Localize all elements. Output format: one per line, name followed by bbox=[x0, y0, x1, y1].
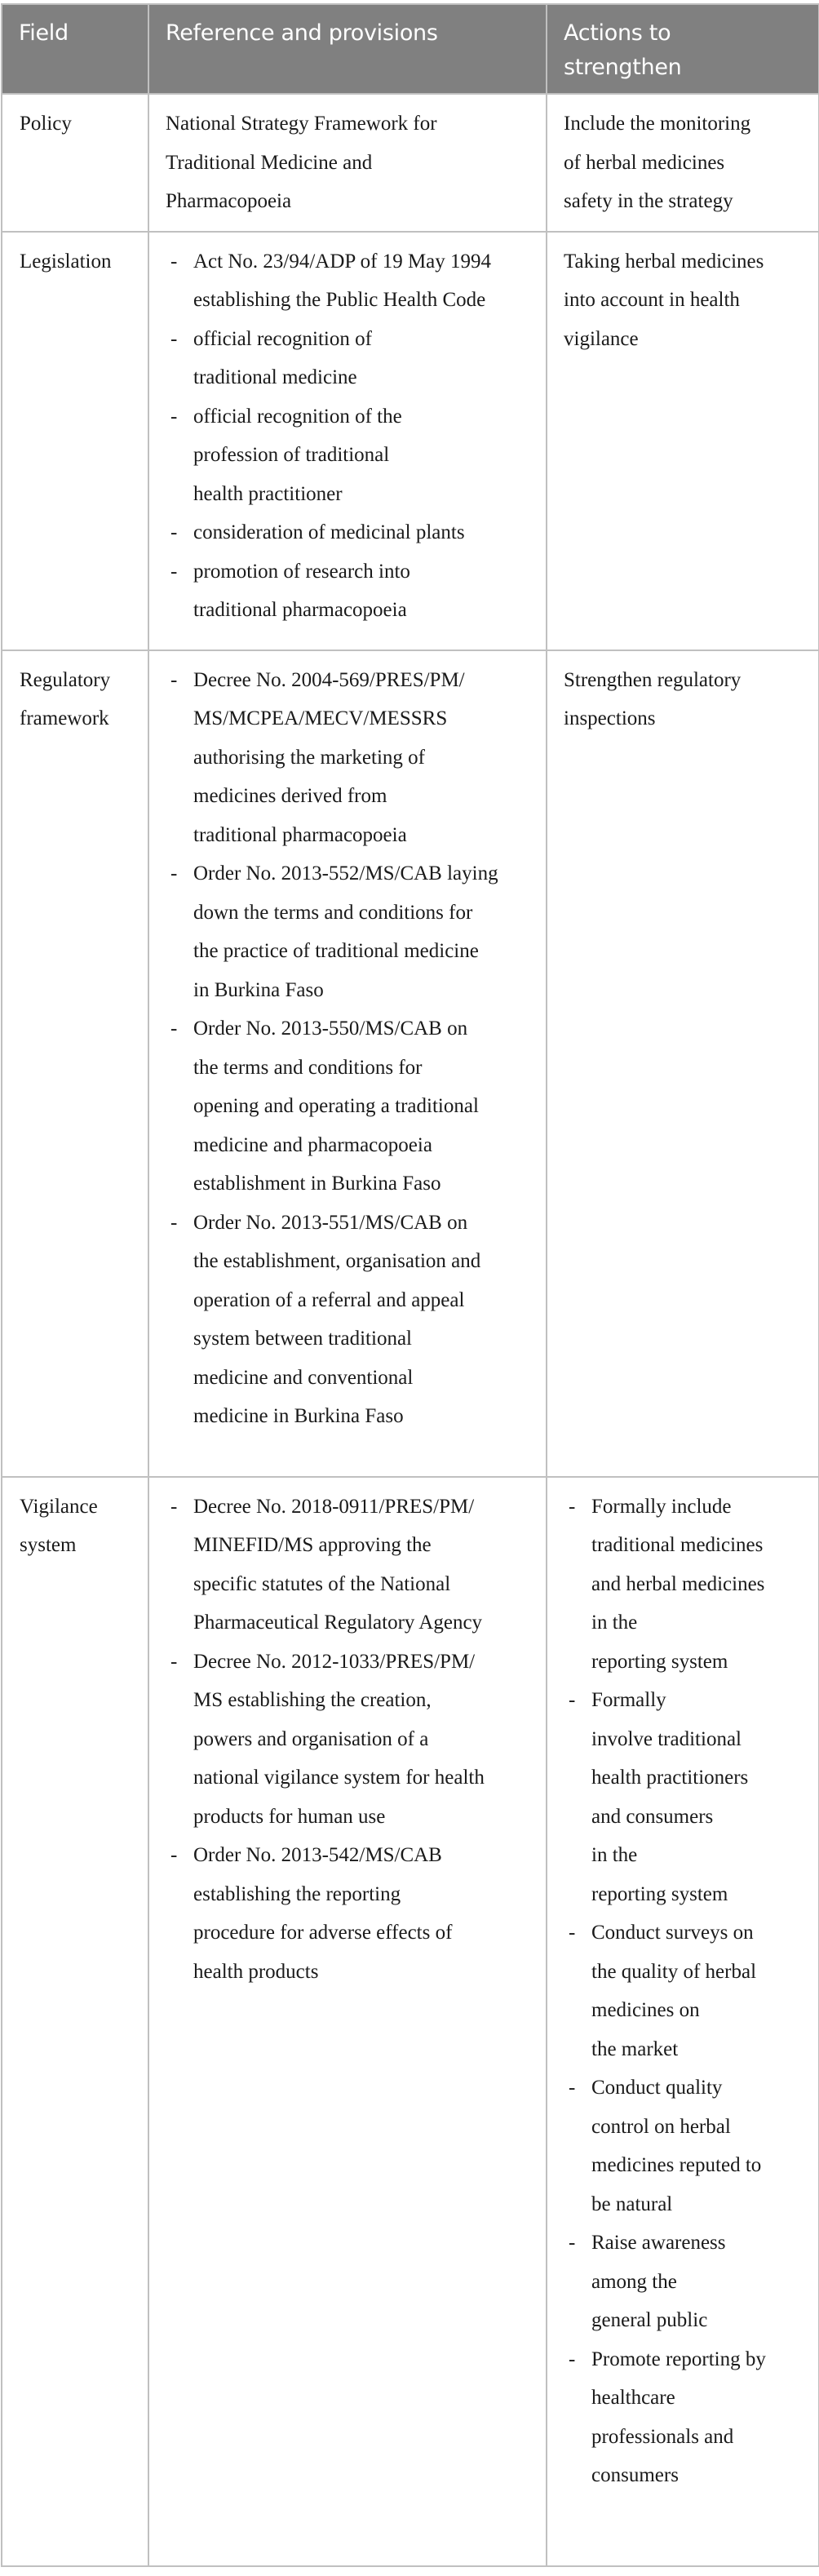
text-line: establishing the Public Health Code bbox=[193, 289, 486, 311]
dash-list bbox=[166, 242, 531, 630]
text-line: National Strategy Framework for bbox=[166, 113, 437, 135]
text-line: Pharmaceutical Regulatory Agency bbox=[193, 1612, 483, 1634]
field-cell bbox=[2, 94, 148, 232]
references-cell bbox=[148, 650, 547, 1477]
text-line: inspections bbox=[564, 707, 656, 729]
list-item bbox=[166, 1836, 531, 1991]
text-line: of herbal medicines bbox=[564, 151, 725, 174]
text-line: healthcare bbox=[591, 2387, 675, 2409]
text-line: official recognition of the bbox=[193, 405, 402, 428]
list-item bbox=[166, 1488, 531, 1643]
text-line: control on herbal bbox=[591, 2115, 731, 2138]
dash-bullet-icon: - bbox=[569, 1495, 576, 1518]
text-line: Reference and provisions bbox=[166, 20, 438, 46]
dash-bullet-icon: - bbox=[170, 1211, 178, 1234]
text-line: traditional medicine bbox=[193, 366, 357, 388]
list-item bbox=[166, 513, 531, 552]
table-row-vigilance-system bbox=[2, 1477, 819, 2566]
text-line: reporting system bbox=[591, 1882, 728, 1905]
references-cell bbox=[148, 1477, 547, 2566]
dash-bullet-icon: - bbox=[170, 405, 178, 428]
text-line: into account in health bbox=[564, 289, 740, 311]
text-line: specific statutes of the National bbox=[193, 1572, 451, 1595]
list-item bbox=[564, 1913, 804, 2068]
text-line: the terms and conditions for bbox=[193, 1056, 423, 1079]
text-line: profession of traditional bbox=[193, 444, 390, 466]
text-line: vigilance bbox=[564, 327, 639, 350]
text-line: establishing the reporting bbox=[193, 1882, 401, 1905]
text-line: Taking herbal medicines bbox=[564, 250, 764, 273]
text-line: Decree No. 2018-0911/PRES/PM/ bbox=[193, 1495, 475, 1518]
dash-bullet-icon: - bbox=[569, 2348, 576, 2370]
text-line: MINEFID/MS approving the bbox=[193, 1534, 432, 1556]
text-line: Regulatory bbox=[20, 668, 111, 691]
table-row-legislation bbox=[2, 232, 819, 650]
text-line: involve traditional bbox=[591, 1727, 742, 1750]
list-item bbox=[166, 397, 531, 514]
text-line: Decree No. 2012-1033/PRES/PM/ bbox=[193, 1650, 476, 1673]
text-line: powers and organisation of a bbox=[193, 1727, 429, 1750]
text-line: products for human use bbox=[193, 1805, 386, 1828]
text-line: the establishment, organisation and bbox=[193, 1250, 481, 1272]
table-header bbox=[2, 4, 819, 94]
text-line: system between traditional bbox=[193, 1328, 412, 1350]
dash-bullet-icon: - bbox=[569, 1689, 576, 1711]
list-item bbox=[564, 2224, 804, 2340]
field-cell bbox=[2, 232, 148, 650]
text-line: in the bbox=[591, 1844, 638, 1866]
text-line: Order No. 2013-552/MS/CAB laying bbox=[193, 862, 498, 885]
dash-bullet-icon: - bbox=[170, 1844, 178, 1866]
text-line: the market bbox=[591, 2037, 679, 2060]
text-line: traditional medicines bbox=[591, 1534, 764, 1556]
text-line: Traditional Medicine and bbox=[166, 151, 373, 174]
text-line: Raise awareness bbox=[591, 2232, 726, 2254]
text-line: consumers bbox=[591, 2464, 679, 2486]
text-line: operation of a referral and appeal bbox=[193, 1288, 465, 1311]
text-line: consideration of medicinal plants bbox=[193, 521, 465, 543]
text-line: Vigilance bbox=[20, 1495, 98, 1518]
text-line: procedure for adverse effects of bbox=[193, 1922, 453, 1944]
list-item bbox=[564, 2340, 804, 2495]
dash-bullet-icon: - bbox=[170, 1495, 178, 1518]
text-line: promotion of research into bbox=[193, 560, 410, 583]
table-row-regulatory-framework bbox=[2, 650, 819, 1477]
text-line: Order No. 2013-550/MS/CAB on bbox=[193, 1018, 468, 1040]
list-item bbox=[166, 1009, 531, 1204]
text-line: Decree No. 2004-569/PRES/PM/ bbox=[193, 668, 465, 691]
list-item bbox=[166, 242, 531, 320]
list-item bbox=[564, 1681, 804, 1913]
text-line: the quality of herbal bbox=[591, 1960, 757, 1983]
text-line: be natural bbox=[591, 2192, 673, 2215]
text-line: Promote reporting by bbox=[591, 2348, 766, 2370]
text-line: authorising the marketing of bbox=[193, 746, 425, 769]
text-line: health products bbox=[193, 1960, 319, 1983]
text-line: Strengthen regulatory bbox=[564, 668, 742, 691]
dash-list bbox=[166, 661, 531, 1436]
text-line: the practice of traditional medicine bbox=[193, 940, 479, 962]
text-line: Include the monitoring bbox=[564, 113, 751, 135]
provisions-table bbox=[1, 3, 819, 2567]
dash-bullet-icon: - bbox=[170, 560, 178, 583]
dash-list bbox=[166, 1488, 531, 1992]
dash-bullet-icon: - bbox=[170, 668, 178, 691]
text-line: MS/MCPEA/MECV/MESSRS bbox=[193, 707, 448, 729]
list-item bbox=[564, 2068, 804, 2224]
text-line: health practitioners bbox=[591, 1767, 749, 1789]
dash-bullet-icon: - bbox=[170, 862, 178, 885]
text-line: Act No. 23/94/ADP of 19 May 1994 bbox=[193, 250, 492, 273]
text-line: in Burkina Faso bbox=[193, 978, 324, 1001]
references-cell bbox=[148, 232, 547, 650]
dash-list bbox=[564, 1488, 804, 2495]
header-reference-and-provisions bbox=[148, 4, 547, 94]
text-line: strengthen bbox=[564, 55, 682, 80]
text-line: down the terms and conditions for bbox=[193, 901, 473, 924]
text-line: Formally include bbox=[591, 1495, 732, 1518]
text-line: medicines reputed to bbox=[591, 2154, 762, 2176]
actions-cell bbox=[547, 1477, 819, 2566]
list-item bbox=[166, 1643, 531, 1837]
text-line: Policy bbox=[20, 113, 72, 135]
text-line: in the bbox=[591, 1612, 638, 1634]
dash-bullet-icon: - bbox=[170, 250, 178, 273]
dash-bullet-icon: - bbox=[170, 521, 178, 543]
text-line: among the bbox=[591, 2270, 677, 2293]
text-line: medicine and pharmacopoeia bbox=[193, 1133, 432, 1156]
dash-bullet-icon: - bbox=[569, 1922, 576, 1944]
references-cell bbox=[148, 94, 547, 232]
text-line: general public bbox=[591, 2309, 708, 2331]
text-line: Field bbox=[19, 20, 69, 46]
text-line: traditional pharmacopoeia bbox=[193, 599, 407, 621]
table-body bbox=[2, 94, 819, 2566]
text-line: safety in the strategy bbox=[564, 190, 733, 212]
actions-cell bbox=[547, 94, 819, 232]
text-line: opening and operating a traditional bbox=[193, 1095, 479, 1117]
text-line: professionals and bbox=[591, 2425, 734, 2448]
list-item bbox=[564, 1488, 804, 1682]
text-line: and herbal medicines bbox=[591, 1572, 765, 1595]
list-item bbox=[166, 661, 531, 855]
header-field bbox=[2, 4, 148, 94]
list-item bbox=[166, 320, 531, 397]
text-line: medicine in Burkina Faso bbox=[193, 1405, 404, 1427]
text-line: traditional pharmacopoeia bbox=[193, 823, 407, 846]
header-actions-to-strengthen bbox=[547, 4, 819, 94]
dash-bullet-icon: - bbox=[569, 2077, 576, 2099]
table-row-policy bbox=[2, 94, 819, 232]
list-item bbox=[166, 1204, 531, 1436]
text-line: Order No. 2013-542/MS/CAB bbox=[193, 1844, 442, 1866]
field-cell bbox=[2, 650, 148, 1477]
header-row bbox=[2, 4, 819, 94]
text-line: Pharmacopoeia bbox=[166, 190, 292, 212]
text-line: medicines derived from bbox=[193, 785, 387, 807]
text-line: national vigilance system for health bbox=[193, 1767, 485, 1789]
text-line: establishment in Burkina Faso bbox=[193, 1173, 441, 1195]
dash-bullet-icon: - bbox=[170, 327, 178, 350]
text-line: Conduct quality bbox=[591, 2077, 723, 2099]
list-item bbox=[166, 854, 531, 1009]
text-line: Order No. 2013-551/MS/CAB on bbox=[193, 1211, 468, 1234]
dash-bullet-icon: - bbox=[569, 2232, 576, 2254]
text-line: official recognition of bbox=[193, 327, 372, 350]
text-line: Conduct surveys on bbox=[591, 1922, 754, 1944]
dash-bullet-icon: - bbox=[170, 1018, 178, 1040]
list-item bbox=[166, 552, 531, 630]
text-line: framework bbox=[20, 707, 109, 729]
text-line: and consumers bbox=[591, 1805, 714, 1828]
text-line: Formally bbox=[591, 1689, 666, 1711]
text-line: medicines on bbox=[591, 1999, 700, 2021]
text-line: system bbox=[20, 1534, 77, 1556]
field-cell bbox=[2, 1477, 148, 2566]
text-line: medicine and conventional bbox=[193, 1366, 414, 1389]
dash-bullet-icon: - bbox=[170, 1650, 178, 1673]
text-line: Legislation bbox=[20, 250, 112, 273]
text-line: health practitioner bbox=[193, 482, 343, 505]
text-line: Actions to bbox=[564, 20, 671, 46]
text-line: MS establishing the creation, bbox=[193, 1689, 432, 1711]
text-line: reporting system bbox=[591, 1650, 728, 1673]
actions-cell bbox=[547, 650, 819, 1477]
actions-cell bbox=[547, 232, 819, 650]
